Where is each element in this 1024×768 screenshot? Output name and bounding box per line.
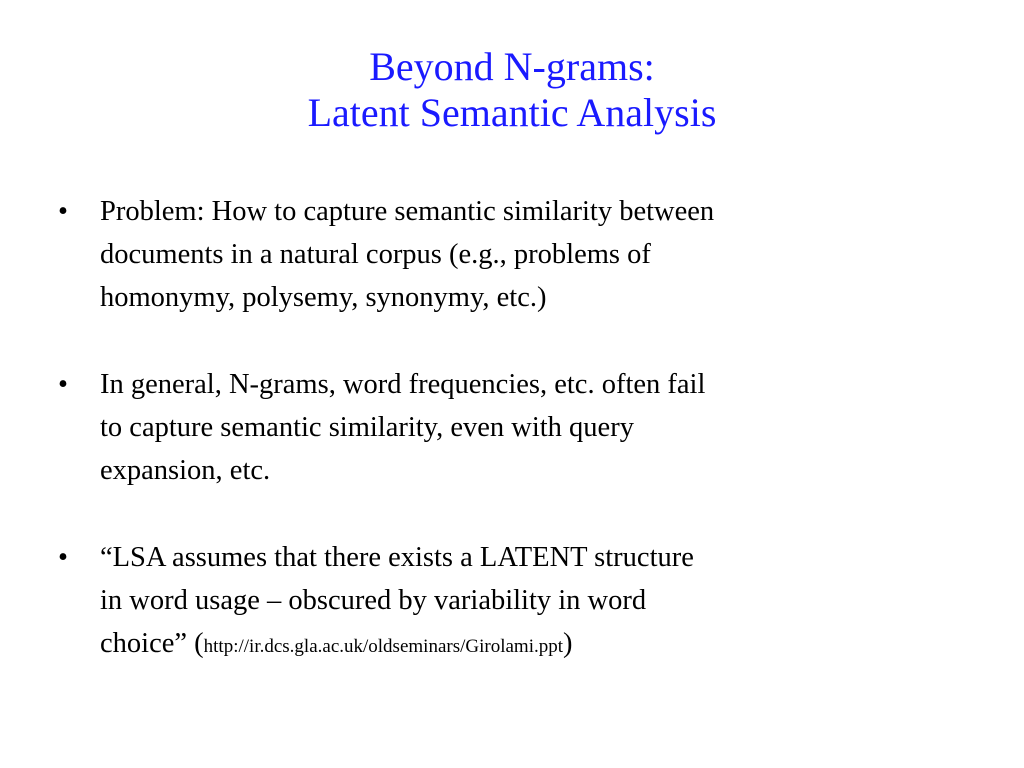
- close-paren: ): [563, 628, 573, 659]
- bullet-text-line: to capture semantic similarity, even with query: [100, 412, 634, 443]
- bullet-marker: •: [58, 542, 68, 573]
- title-line-2: Latent Semantic Analysis: [307, 90, 717, 135]
- bullet-text-line: In general, N-grams, word frequencies, etc. often fail: [100, 369, 706, 400]
- bullet-text-line: expansion, etc.: [100, 455, 271, 486]
- bullet-item-ngrams: [58, 363, 978, 492]
- bullet-text-line: in word usage – obscured by variability in word: [100, 585, 647, 616]
- slide-title: [0, 44, 1024, 136]
- title-line-1: Beyond N-grams:: [369, 44, 655, 89]
- bullet-item-problem: [58, 190, 978, 319]
- bullet-item-lsa-quote: [58, 536, 978, 668]
- bullet-text-line: homonymy, polysemy, synonymy, etc.): [100, 282, 547, 313]
- bullet-text-line: documents in a natural corpus (e.g., problems of: [100, 239, 651, 270]
- bullet-text-line: “LSA assumes that there exists a LATENT structure: [100, 542, 694, 573]
- bullet-text-line-with-source: [100, 622, 978, 668]
- source-url: http://ir.dcs.gla.ac.uk/oldseminars/Girolami.ppt: [203, 636, 563, 657]
- quote-end-text: choice” (: [100, 628, 204, 659]
- bullet-marker: •: [58, 369, 68, 400]
- bullet-list: [58, 190, 978, 712]
- bullet-text-line: Problem: How to capture semantic similarity between: [100, 196, 715, 227]
- bullet-marker: •: [58, 196, 68, 227]
